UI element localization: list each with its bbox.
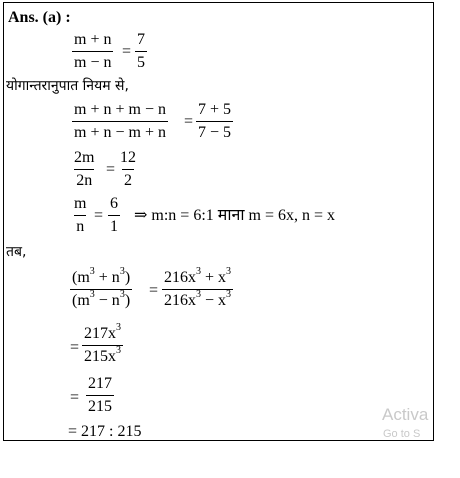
- final-answer: = 217 : 215: [68, 423, 142, 440]
- numerator: 217: [88, 375, 112, 392]
- numerator: 7 + 5: [198, 101, 232, 118]
- denominator: $216x^3 - x^3$: [164, 288, 232, 309]
- denominator: n: [74, 215, 86, 236]
- activation-watermark-subtext: Go to S: [383, 428, 421, 440]
- numerator: $217x^3$: [84, 321, 121, 342]
- denominator: m + n − m + n: [72, 121, 168, 142]
- equals-sign: =: [122, 43, 132, 60]
- numerator: 12: [120, 149, 136, 166]
- equals-sign: =: [94, 207, 104, 224]
- numerator: m + n + m − n: [74, 101, 166, 118]
- step3-lhs-fraction: [72, 149, 96, 190]
- step3-rhs-fraction: [118, 149, 138, 190]
- step6-fraction: [82, 321, 123, 366]
- equals-sign: =: [106, 161, 116, 178]
- numerator: 2m: [74, 149, 95, 166]
- step2-lhs-fraction: [72, 101, 168, 142]
- denominator: 2n: [74, 169, 94, 190]
- step7-fraction: [86, 375, 114, 416]
- denominator: $(m^3 - n^3)$: [72, 288, 131, 309]
- step1-rhs-fraction: [135, 31, 147, 72]
- numerator: 7: [137, 31, 145, 48]
- denominator: 1: [108, 215, 120, 236]
- step5-lhs-fraction: [70, 265, 132, 310]
- denominator: $215x^3$: [84, 344, 121, 365]
- denominator: 7 − 5: [196, 121, 233, 142]
- step2-rhs-fraction: [196, 101, 233, 142]
- step4-rhs-fraction: [108, 195, 120, 236]
- step1-lhs-fraction: [72, 31, 113, 72]
- answer-heading: Ans. (a) :: [8, 9, 71, 26]
- ratio-statement: ⇒ m:n = 6:1 माना m = 6x, n = x: [134, 207, 335, 224]
- rule-text: योगान्तरानुपात नियम से,: [6, 78, 129, 94]
- then-text: तब,: [6, 244, 27, 260]
- denominator: 5: [135, 51, 147, 72]
- numerator: $216x^3 + x^3$: [164, 265, 232, 286]
- equals-sign: =: [184, 113, 194, 130]
- denominator: 215: [86, 395, 114, 416]
- equals-sign: =: [70, 389, 80, 406]
- denominator: m − n: [72, 51, 113, 72]
- numerator: m + n: [74, 31, 112, 48]
- activation-watermark: Activa: [382, 405, 429, 424]
- equals-sign: =: [70, 339, 80, 356]
- denominator: 2: [122, 169, 134, 190]
- answer-box: [3, 2, 434, 441]
- numerator: 6: [110, 195, 118, 212]
- numerator: $(m^3 + n^3)$: [72, 265, 131, 286]
- equals-sign: =: [149, 282, 159, 299]
- numerator: m: [74, 195, 87, 212]
- step4-lhs-fraction: [72, 195, 88, 236]
- step5-rhs-fraction: [162, 265, 233, 310]
